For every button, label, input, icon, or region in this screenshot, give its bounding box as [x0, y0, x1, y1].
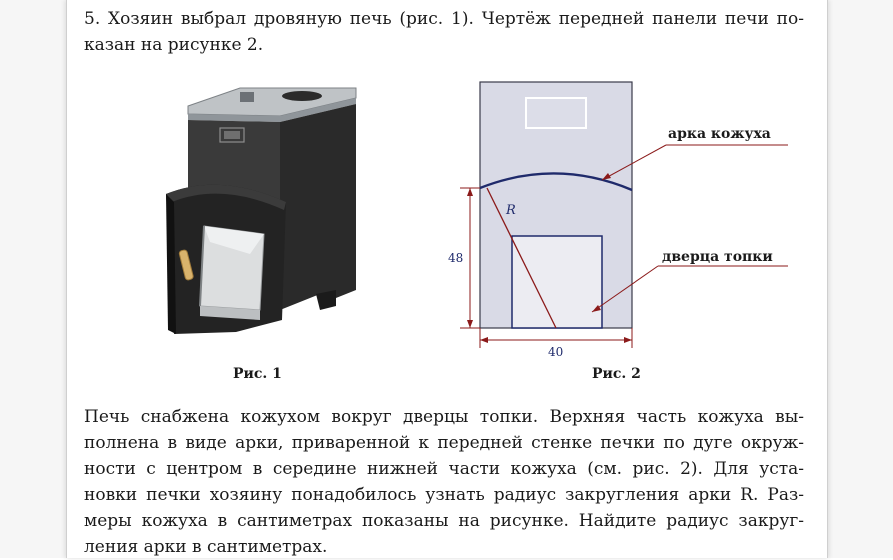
body-line-5: меры кожуха в сантиметрах показаны на рисунке. Найдите радиус закруг- — [84, 511, 804, 531]
radius-label: R — [506, 203, 516, 218]
problem-body — [84, 404, 804, 560]
figure-2-drawing — [440, 76, 800, 366]
intro-line-2: казан на рисунке 2. — [84, 35, 264, 55]
figure-1-stove — [160, 84, 360, 360]
door-label: дверца топки — [662, 249, 773, 265]
fire-door — [512, 236, 602, 328]
problem-intro — [84, 6, 804, 58]
intro-line-1: 5. Хозяин выбрал дровяную печь (рис. 1). Чертёж передней панели печи по- — [84, 9, 804, 29]
arch-label: арка кожуха — [668, 126, 771, 142]
body-line-2: полнена в виде арки, приваренной к передней стенке печки по дуге окруж- — [84, 433, 804, 453]
body-line-6: ления арки в сантиметрах. — [84, 537, 328, 557]
figure-1-caption: Рис. 1 — [233, 366, 282, 382]
top-window — [526, 98, 586, 128]
width-dimension: 40 — [548, 345, 564, 359]
body-line-1: Печь снабжена кожухом вокруг дверцы топки. Верхняя часть кожуха вы- — [84, 407, 804, 427]
height-dimension: 48 — [448, 251, 464, 265]
body-line-3: ности с центром в середине нижней части кожуха (см. рис. 2). Для уста- — [84, 459, 804, 479]
figure-2-caption: Рис. 2 — [592, 366, 641, 382]
body-line-4: новки печки хозяину понадобилось узнать радиус закругления арки R. Раз- — [84, 485, 804, 505]
